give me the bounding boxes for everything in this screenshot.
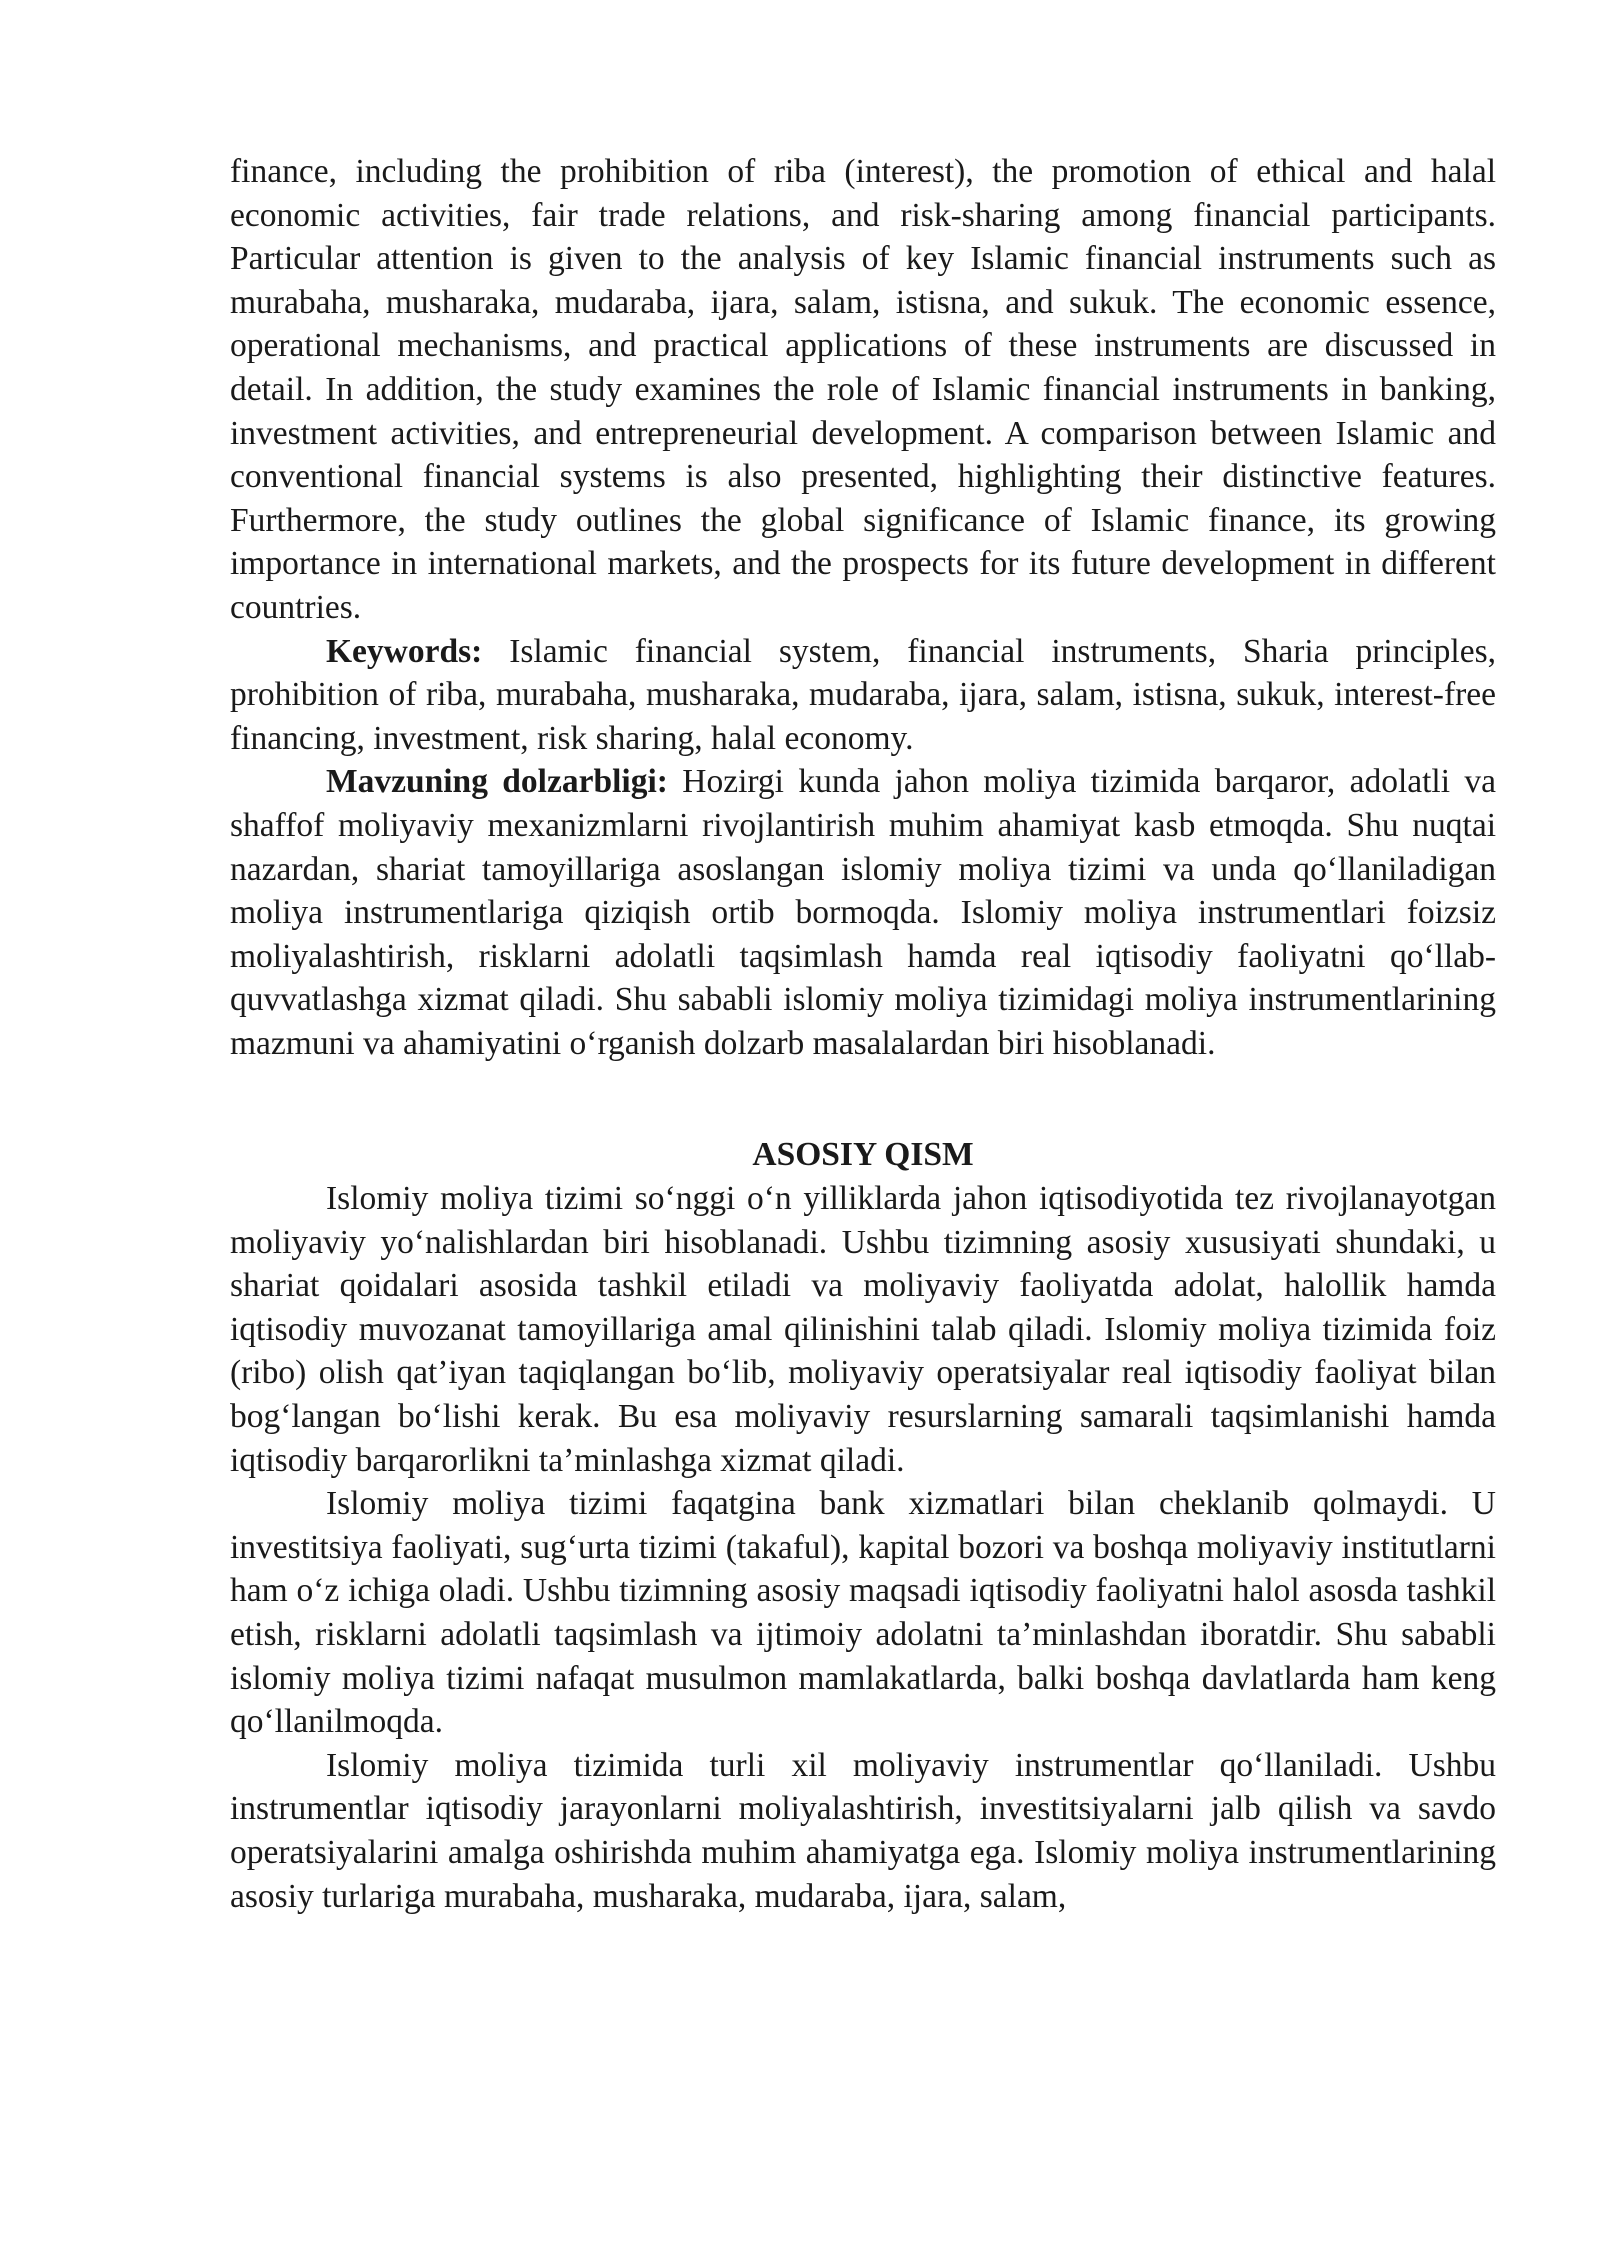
relevance-label: Mavzuning dolzarbligi:: [326, 763, 668, 801]
section-heading: ASOSIY QISM: [752, 1136, 974, 1174]
keywords-text: Islamic financial system, financial instruments, Sharia principles, prohibition of riba, murabaha, musharaka, mudaraba, ijara, salam, istisna, sukuk, interest-free financing, investment, risk sharing, halal economy.: [230, 632, 1496, 757]
relevance-paragraph: [230, 760, 1496, 1065]
abstract-paragraph: finance, including the prohibition of riba (interest), the promotion of ethical and halal economic activities, fair trade relations, and risk-sharing among financial participants. Particular attention is given to the analysis of key Islamic financial instruments such as murabaha, musharaka, mudaraba, ijara, salam, istisna, and sukuk. The economic essence, operational mechanisms, and practical applications of these instruments are discussed in detail. In addition, the study examines the role of Islamic financial instruments in banking, investment activities, and entrepreneurial development. A comparison between Islamic and conventional financial systems is also presented, highlighting their distinctive features. Furthermore, the study outlines the global significance of Islamic finance, its growing importance in international markets, and the prospects for its future development in different countries.: [230, 153, 1496, 626]
keywords-label: Keywords:: [326, 632, 483, 670]
relevance-text: Hozirgi kunda jahon moliya tizimida barqaror, adolatli va shaffof moliyaviy mexanizmlarni rivojlantirish muhim ahamiyat kasb etmoqda. Shu nuqtai nazardan, shariat tamoyillariga asoslangan islomiy moliya tizimi va unda qo‘llaniladigan moliya instrumentlariga qiziqish ortib bormoqda. Islomiy moliya instrumentlari foizsiz moliyalashtirish, risklarni adolatli taqsimlash hamda real iqtisodiy faoliyatni qo‘llab-quvvatlashga xizmat qiladi. Shu sababli islomiy moliya tizimidagi moliya instrumentlarining mazmuni va ahamiyatini o‘rganish dolzarb masalalardan biri hisoblanadi.: [230, 763, 1497, 1062]
body-paragraph: Islomiy moliya tizimida turli xil moliyaviy instrumentlar qo‘llaniladi. Ushbu instrumentlar iqtisodiy jarayonlarni moliyalashtirish, investitsiyalarni jalb qilish va savdo operatsiyalarini amalga oshirishda muhim ahamiyatga ega. Islomiy moliya instrumentlarining asosiy turlariga murabaha, musharaka, mudaraba, ijara, salam,: [230, 1746, 1496, 1915]
document-page: [230, 150, 1496, 1918]
body-paragraph: Islomiy moliya tizimi so‘nggi o‘n yilliklarda jahon iqtisodiyotida tez rivojlanayotgan moliyaviy yo‘nalishlardan biri hisoblanadi. Ushbu tizimning asosiy xususiyati shundaki, u shariat qoidalari asosida tashkil etiladi va moliyaviy faoliyatda adolat, halollik hamda iqtisodiy muvozanat tamoyillariga amal qilinishini talab qiladi. Islomiy moliya tizimida foiz (ribo) olish qat’iyan taqiqlangan bo‘lib, moliyaviy operatsiyalar real iqtisodiy faoliyat bilan bog‘langan bo‘lishi kerak. Bu esa moliyaviy resurslarning samarali taqsimlanishi hamda iqtisodiy barqarorlikni ta’minlashga xizmat qiladi.: [230, 1180, 1496, 1479]
keywords-paragraph: [230, 630, 1496, 761]
body-paragraph: Islomiy moliya tizimi faqatgina bank xizmatlari bilan cheklanib qolmaydi. U investitsiya faoliyati, sug‘urta tizimi (takaful), kapital bozori va boshqa moliyaviy institutlarni ham o‘z ichiga oladi. Ushbu tizimning asosiy maqsadi iqtisodiy faoliyatni halol asosda tashkil etish, risklarni adolatli taqsimlash va ijtimoiy adolatni ta’minlashdan iboratdir. Shu sababli islomiy moliya tizimi nafaqat musulmon mamlakatlarda, balki boshqa davlatlarda ham keng qo‘llanilmoqda.: [230, 1485, 1496, 1741]
